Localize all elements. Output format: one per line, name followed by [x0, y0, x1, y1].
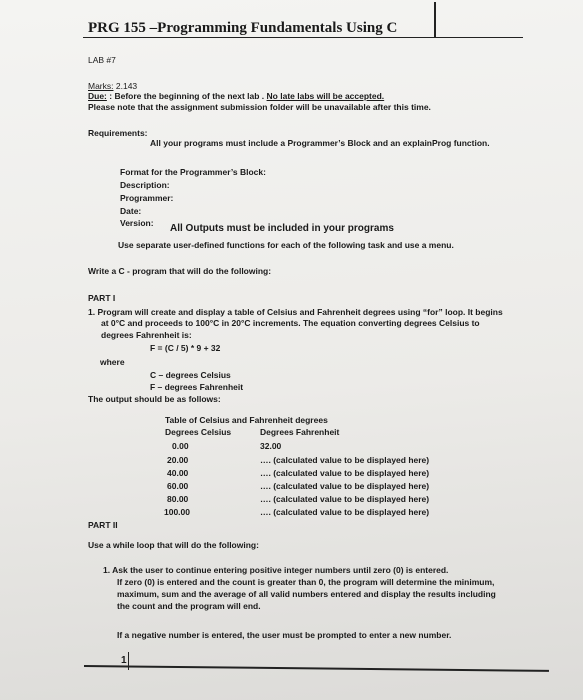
bottom-divider [84, 665, 549, 672]
submission-note: Please note that the assignment submission folder will be unavailable after this time. [88, 102, 431, 112]
legend-celsius: C – degrees Celsius [150, 370, 231, 380]
part1-heading: PART I [88, 293, 116, 303]
table-row-3-c: 60.00 [167, 481, 189, 491]
write-program-line: Write a C - program that will do the following: [88, 266, 272, 276]
pb-field-date: Date: [120, 206, 142, 216]
part2-line1: 1. Ask the user to continue entering positive integer numbers until zero (0) is entered. [103, 565, 449, 575]
legend-fahrenheit: F – degrees Fahrenheit [150, 382, 244, 392]
marks-value: 2.143 [115, 81, 138, 91]
part1-line3: degrees Fahrenheit is: [101, 330, 192, 340]
part2-line2: If zero (0) is entered and the count is greater than 0, the program will determine the minimum, [117, 577, 495, 587]
table-row-1-c: 20.00 [167, 455, 189, 465]
table-row-0-f: 32.00 [260, 441, 282, 451]
part1-line1: 1. Program will create and display a table of Celsius and Fahrenheit degrees using “for” loop. It begins [88, 307, 503, 317]
negative-number-note: If a negative number is entered, the user must be prompted to enter a new number. [117, 630, 452, 640]
due-warning: No late labs will be accepted. [266, 91, 385, 101]
menu-note-part1: Use separate user-defined functions [118, 240, 265, 250]
marks-line [88, 81, 137, 91]
table-title: Table of Celsius and Fahrenheit degrees [165, 415, 328, 425]
part1-line2: at 0°C and proceeds to 100°C in 20°C increments. The equation converting degrees Celsius to [101, 318, 480, 328]
pb-field-description: Description: [120, 180, 170, 190]
table-row-2-c: 40.00 [167, 468, 189, 478]
part2-line3: maximum, sum and the average of all valid numbers entered and display the results including [117, 589, 496, 599]
table-row-1-f: …. (calculated value to be displayed here) [260, 455, 430, 465]
due-line [88, 91, 384, 101]
pb-field-version: Version: [120, 218, 154, 228]
page-title: PRG 155 –Programming Fundamentals Using C [88, 20, 398, 36]
title-underline [83, 37, 523, 38]
table-row-2-f: …. (calculated value to be displayed here) [260, 468, 430, 478]
table-header-celsius: Degrees Celsius [165, 427, 232, 437]
due-label: Due: [88, 91, 107, 101]
table-row-4-f: …. (calculated value to be displayed here) [260, 494, 430, 504]
table-row-5-f: …. (calculated value to be displayed here) [260, 507, 430, 517]
menu-note-part2: for each of the following task and use a menu. [267, 240, 454, 250]
bottom-mark: 1 [121, 655, 127, 666]
requirements-text: All your programs must include a Programmer’s Block and an explainProg function. [150, 138, 490, 148]
pb-field-programmer: Programmer: [120, 193, 174, 203]
menu-note [118, 240, 454, 250]
programmer-block-heading: Format for the Programmer’s Block: [120, 167, 266, 177]
header-divider [434, 2, 436, 38]
formula: F = (C / 5) * 9 + 32 [150, 343, 221, 353]
part2-heading: PART II [88, 520, 118, 530]
due-text: : Before the beginning of the next lab . [109, 91, 265, 101]
part2-line4: the count and the program will end. [117, 601, 261, 611]
outputs-note: All Outputs must be included in your programs [170, 223, 394, 234]
lab-number: LAB #7 [88, 55, 116, 65]
table-row-5-c: 100.00 [164, 507, 190, 517]
where-label: where [100, 357, 125, 367]
table-row-4-c: 80.00 [167, 494, 189, 504]
part2-intro: Use a while loop that will do the following: [88, 540, 259, 550]
table-row-0-c: 0.00 [172, 441, 189, 451]
marks-label: Marks: [88, 81, 114, 91]
table-header-fahrenheit: Degrees Fahrenheit [260, 427, 340, 437]
bottom-tick-mark [128, 652, 129, 670]
table-row-3-f: …. (calculated value to be displayed here) [260, 481, 430, 491]
requirements-heading: Requirements: [88, 128, 148, 138]
output-intro: The output should be as follows: [88, 394, 221, 404]
